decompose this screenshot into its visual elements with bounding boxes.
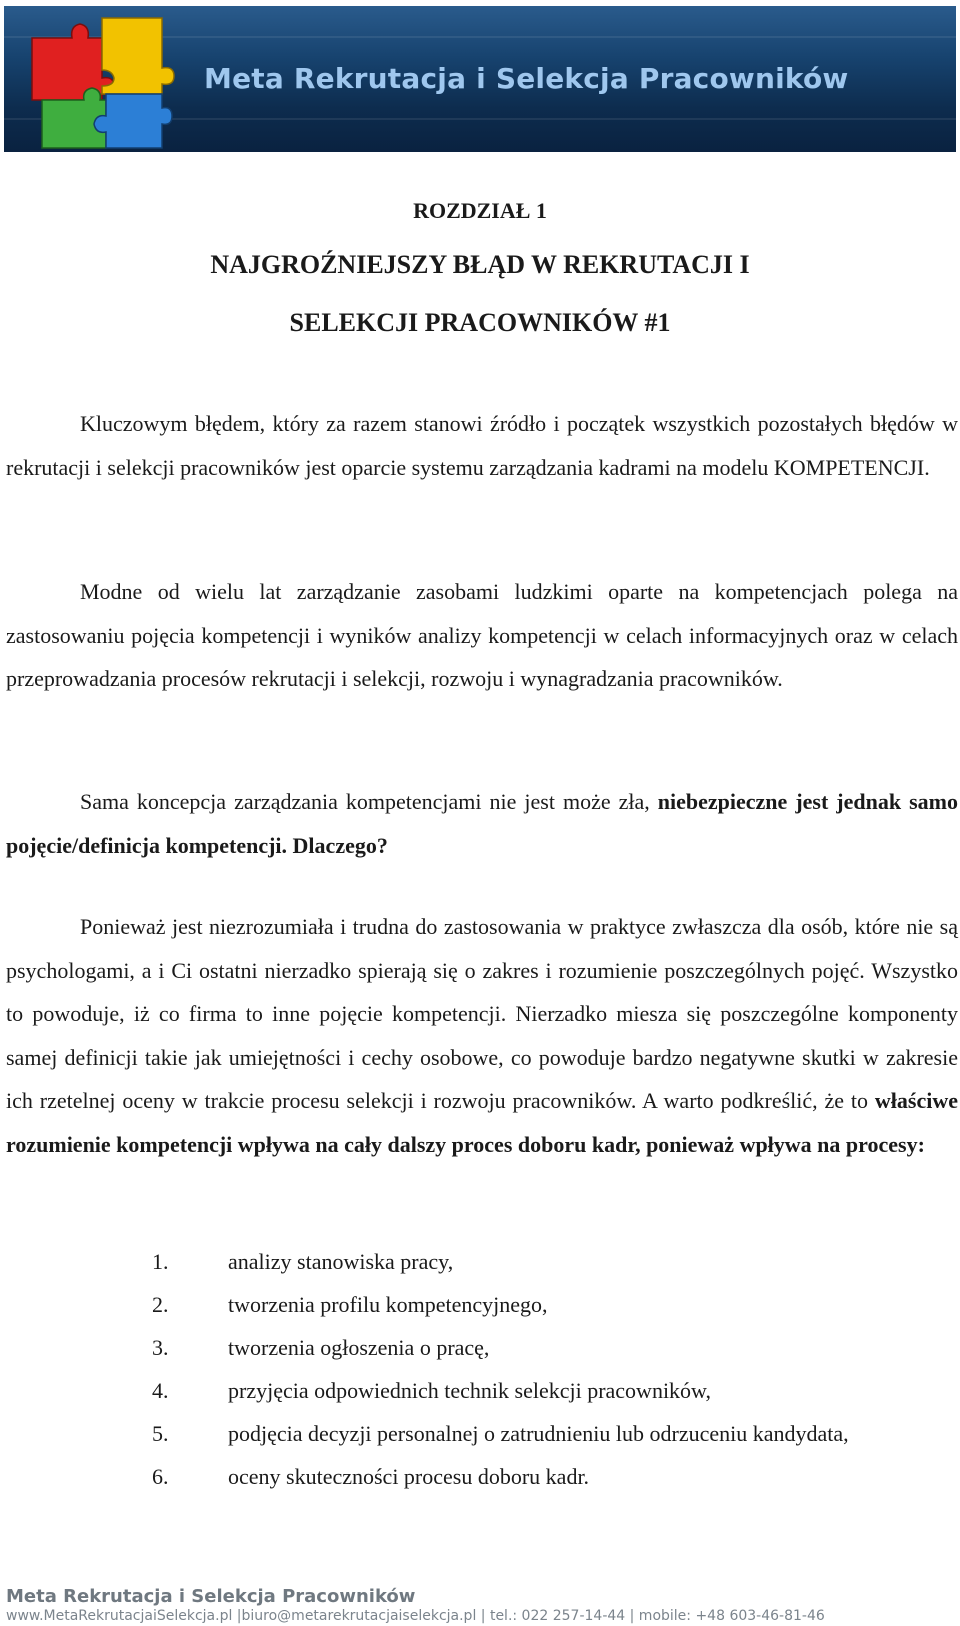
list-item-text: analizy stanowiska pracy, [228,1249,454,1274]
footer-contact: www.MetaRekrutacjaiSelekcja.pl |biuro@metarekrutacjaiselekcja.pl | tel.: 022 257-14-44 | mobile: +48 603-46-81-46 [6,1608,825,1624]
paragraph-3 [6,780,958,867]
chapter-title-line1: NAJGROŹNIEJSZY BŁĄD W REKRUTACJI I [210,250,750,279]
paragraph-4 [6,905,958,1166]
paragraph-1: Kluczowym błędem, który za razem stanowi źródło i początek wszystkich pozostałych błędów w rekrutacji i selekcji pracowników jest oparcie systemu zarządzania kadrami na modelu KOMPETENCJI. [6,411,958,480]
list-item-text: tworzenia ogłoszenia o pracę, [228,1335,490,1360]
list-item-number: 4. [152,1378,169,1403]
list-item-text: przyjęcia odpowiednich technik selekcji pracowników, [228,1378,712,1403]
chapter-title-line2: SELEKCJI PRACOWNIKÓW #1 [289,308,671,337]
list-item-number: 2. [152,1292,169,1317]
paragraph-3-bold: niebezpieczne jest jednak samo pojęcie/definicja kompetencji. Dlaczego? [6,789,959,858]
footer-title: Meta Rekrutacja i Selekcja Pracowników [6,1586,416,1607]
paragraph-4-text: Ponieważ jest niezrozumiała i trudna do zastosowania w praktyce zwłaszcza dla osób, które nie są psychologami, a i Ci ostatni nierzadko spierają się o zakres i rozumienie poszczególnych pojęć. Wszystko to powoduje, iż co firma to inne pojęcie kompetencji. Nierzadko miesza się poszczególne komponenty samej definicji takie jak umiejętności i cechy osobowe, co powoduje bardzo negatywne skutki w zakresie ich rzetelnej oceny w trakcie procesu selekcji i rozwoju pracowników. A warto podkreślić, że to [6,914,958,1113]
list-item-text: oceny skuteczności procesu doboru kadr. [228,1464,590,1489]
paragraph-2: Modne od wielu lat zarządzanie zasobami ludzkimi oparte na kompetencjach polega na zastosowaniu pojęcia kompetencji i wyników analizy kompetencji w celach informacyjnych oraz w celach przeprowadzania procesów rekrutacji i selekcji, rozwoju i wynagradzania pracowników. [6,579,958,691]
list-item-number: 5. [152,1421,169,1446]
list-item-number: 3. [152,1335,169,1360]
header-banner [4,6,956,152]
list-item-number: 6. [152,1464,169,1489]
puzzle-logo-icon [22,8,182,152]
list-item-text: podjęcia decyzji personalnej o zatrudnieniu lub odrzuceniu kandydata, [228,1421,849,1446]
list-item-text: tworzenia profilu kompetencyjnego, [228,1292,548,1317]
chapter-label: ROZDZIAŁ 1 [413,198,547,223]
list-item-number: 1. [152,1249,169,1274]
banner-title: Meta Rekrutacja i Selekcja Pracowników [204,62,849,95]
paragraph-4-bold: właściwe rozumienie kompetencji wpływa na cały dalszy proces doboru kadr, ponieważ wpływa na procesy: [6,1088,958,1157]
paragraph-3-text: Sama koncepcja zarządzania kompetencjami nie jest może zła, [80,789,658,814]
